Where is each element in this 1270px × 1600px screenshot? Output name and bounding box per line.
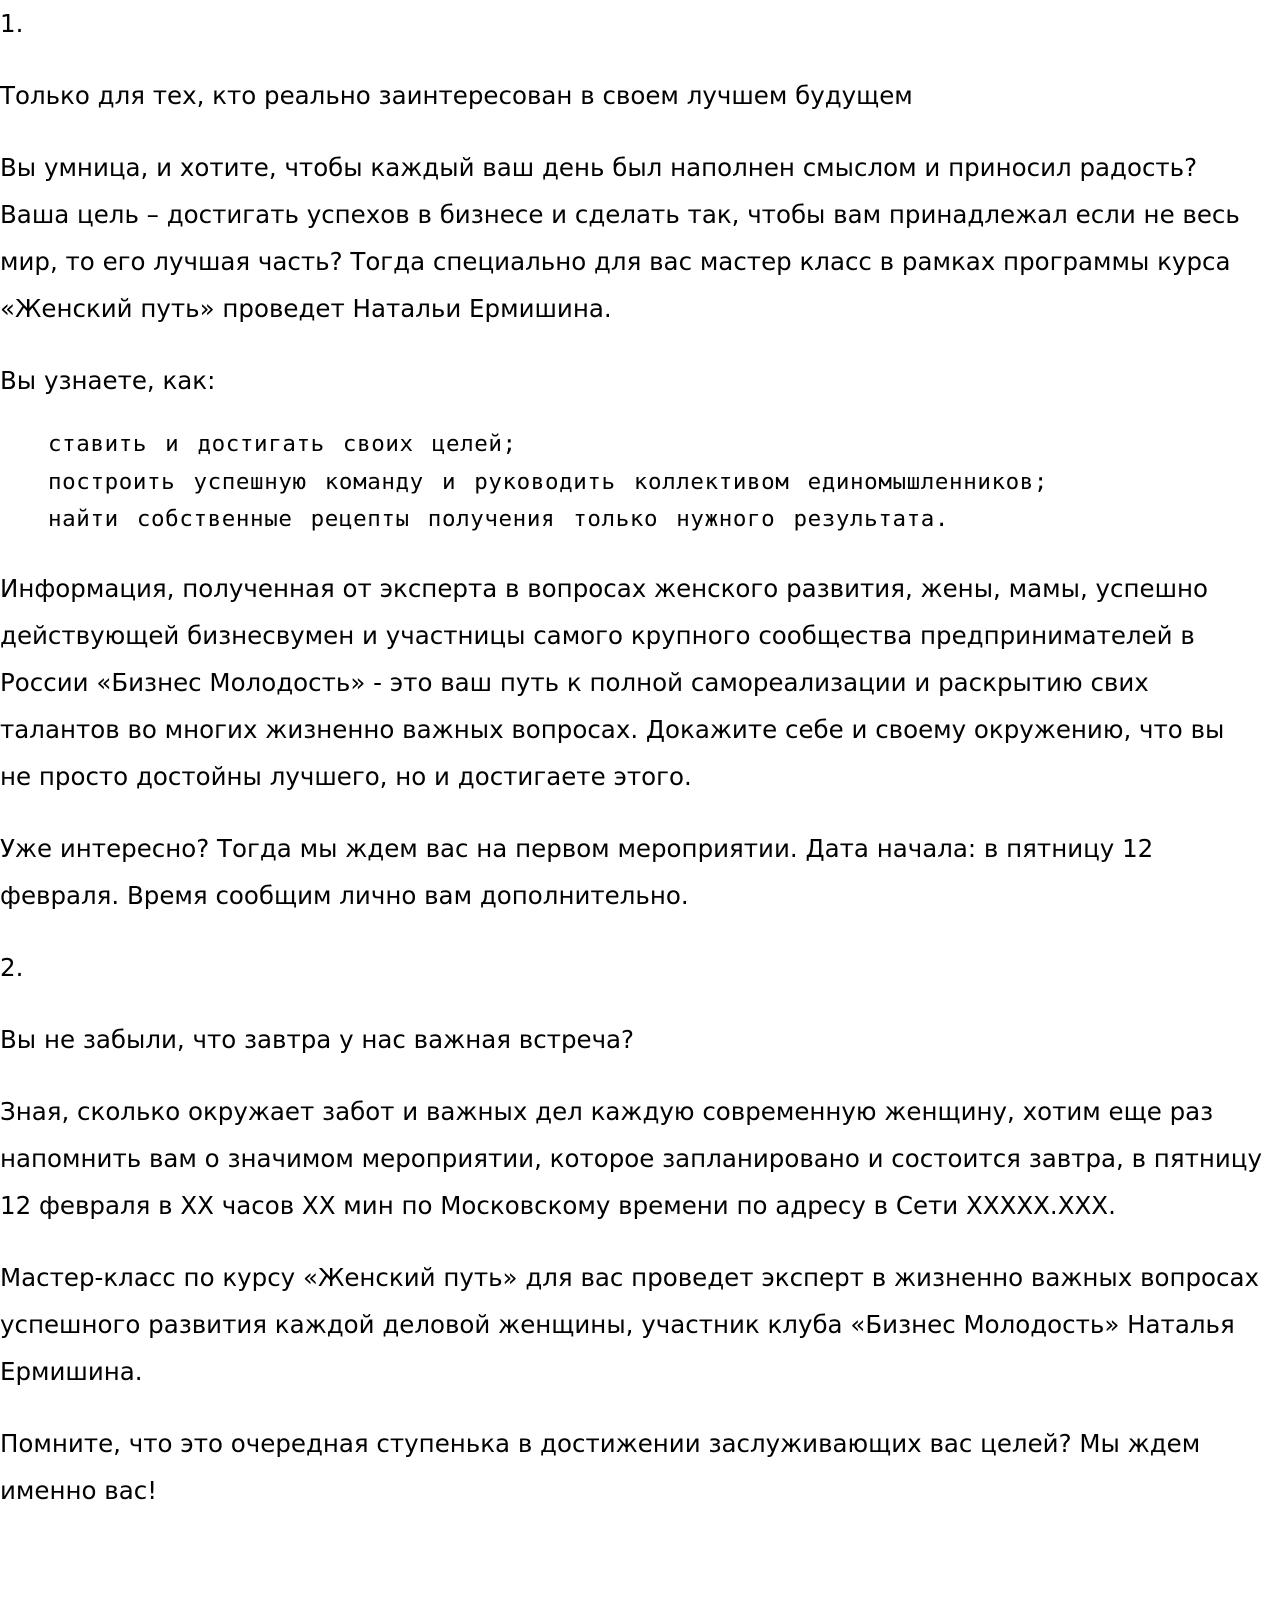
learn-list-item: ставить и достигать своих целей;	[48, 431, 517, 457]
learn-list	[0, 426, 1262, 539]
section-1-info: Информация, полученная от эксперта в вопросах женского развития, жены, мамы, успешно действующей бизнесвумен и участницы самого крупного сообщества предпринимателей в России «Бизнес Молодость» - это ваш путь к полной самореализации и раскрытию свих талантов во многих жизненно важных вопросах. Докажите себе и своему окружению, что вы не просто достойны лучшего, но и достигаете этого.	[0, 573, 1225, 791]
section-2-host: Мастер-класс по курсу «Женский путь» для вас проведет эксперт в жизненно важных вопросах успешного развития каждой деловой женщины, участник клуба «Бизнес Молодость» Наталья Ермишина.	[0, 1262, 1260, 1386]
learn-list-item: построить успешную команду и руководить коллективом единомышленников;	[48, 468, 1049, 495]
section-2-headline: Вы не забыли, что завтра у нас важная встреча?	[0, 1024, 635, 1054]
section-1-number: 1.	[0, 9, 24, 38]
section-1-headline: Только для тех, кто реально заинтересован в своем лучшем будущем	[0, 81, 913, 110]
section-1-intro: Вы умница, и хотите, чтобы каждый ваш день был наполнен смыслом и приносил радость? Ваша цель – достигать успехов в бизнесе и сделать так, чтобы вам принадлежал если не весь мир, то его лучшая часть? Тогда специально для вас мастер класс в рамках программы курса «Женский путь» проведет Натальи Ермишина.	[0, 153, 1240, 323]
section-2-number: 2.	[0, 952, 24, 982]
section-1-learn-label: Вы узнаете, как:	[0, 366, 216, 395]
section-2-closing: Помните, что это очередная ступенька в достижении заслуживающих вас целей? Мы ждем именно вас!	[0, 1428, 1201, 1505]
section-1-closing: Уже интересно? Тогда мы ждем вас на первом мероприятии. Дата начала: в пятницу 12 февраля. Время сообщим лично вам дополнительно.	[0, 833, 1154, 910]
learn-list-item: найти собственные рецепты получения только нужного результата.	[48, 506, 950, 532]
section-2-reminder: Зная, сколько окружает забот и важных дел каждую современную женщину, хотим еще раз напомнить вам о значимом мероприятии, которое запланировано и состоится завтра, в пятницу 12 февраля в ХХ часов ХХ мин по Московскому времени по адресу в Сети ХХХХХ.ХХХ.	[0, 1096, 1262, 1220]
